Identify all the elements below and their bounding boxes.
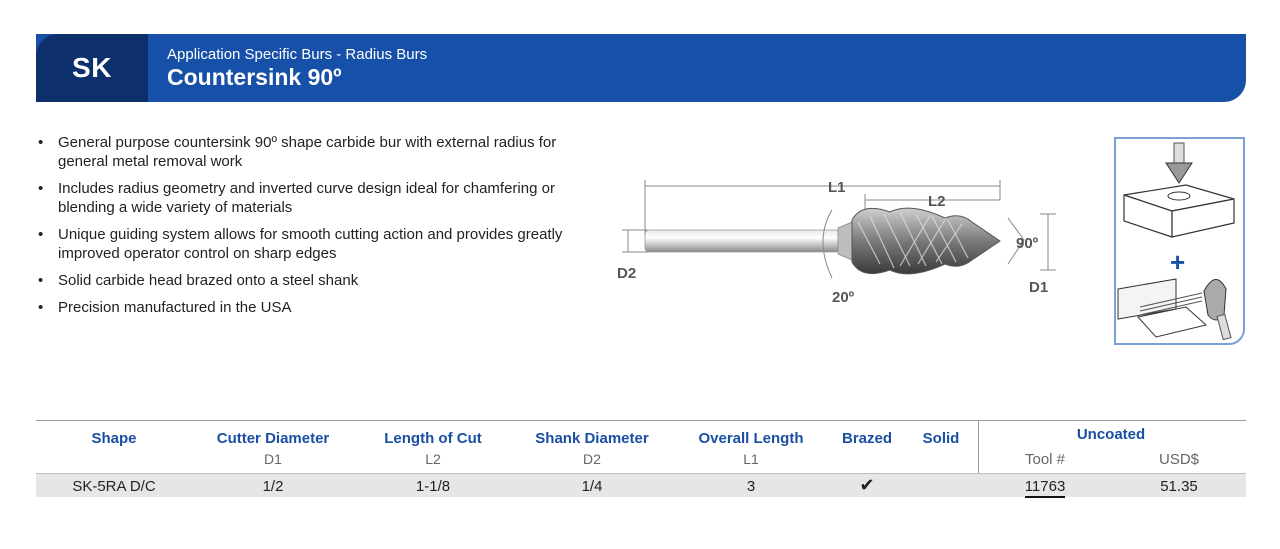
- product-title: Countersink 90º: [167, 64, 342, 90]
- cell-cutter-diameter: 1/2: [262, 478, 284, 495]
- col-header-cutter-diameter: Cutter Diameter: [216, 430, 330, 447]
- feature-item: • Unique guiding system allows for smooth cutting action and provides greatly improved operator control on sharp edges: [38, 225, 578, 263]
- product-code: SK: [72, 52, 112, 83]
- bur-dimension-diagram: [600, 160, 1070, 320]
- bur-head: [852, 208, 1000, 274]
- feature-item: • Includes radius geometry and inverted curve design ideal for chamfering or blending a wide variety of materials: [38, 179, 578, 217]
- feature-item: • General purpose countersink 90º shape carbide bur with external radius for general metal removal work: [38, 133, 578, 171]
- subheader-l1: L1: [743, 451, 759, 467]
- feature-item: • Precision manufactured in the USA: [38, 298, 578, 317]
- subheader-usd: USD$: [1158, 451, 1199, 468]
- svg-text:+: +: [1170, 247, 1186, 277]
- table-top-rule: [36, 420, 1246, 421]
- col-header-length-of-cut: Length of Cut: [384, 430, 482, 447]
- subheader-d2: D2: [583, 451, 601, 467]
- cell-shape: SK-5RA D/C: [72, 478, 156, 495]
- cell-length-of-cut: 1-1/8: [415, 478, 451, 495]
- col-header-uncoated: Uncoated: [1076, 426, 1146, 443]
- feature-item: • Solid carbide head brazed onto a steel shank: [38, 271, 578, 290]
- col-header-brazed: Brazed: [841, 430, 893, 447]
- l1-label: L1: [828, 179, 846, 196]
- subheader-tool-no: Tool #: [1024, 451, 1066, 468]
- bur-shank: [645, 230, 840, 252]
- col-header-overall-length: Overall Length: [698, 430, 804, 447]
- d2-label: D2: [617, 265, 637, 282]
- subheader-d1: D1: [264, 451, 282, 467]
- application-illustration: [1114, 137, 1245, 345]
- feature-list: [38, 133, 578, 325]
- angle-tip-label: 90º: [1016, 235, 1039, 252]
- countersink-application-icon: [1116, 139, 1243, 343]
- product-code-badge: [36, 34, 148, 102]
- tool-number-link[interactable]: [1005, 478, 1085, 495]
- category-label: Application Specific Burs - Radius Burs: [167, 46, 428, 63]
- cell-price: 51.35: [1160, 478, 1198, 495]
- l2-label: L2: [928, 193, 946, 210]
- cell-overall-length: 3: [746, 478, 756, 495]
- d1-label: D1: [1029, 279, 1049, 296]
- cell-shank-diameter: 1/4: [581, 478, 603, 495]
- col-header-shape: Shape: [91, 430, 137, 447]
- col-header-shank-diameter: Shank Diameter: [535, 430, 649, 447]
- col-header-solid: Solid: [922, 430, 960, 447]
- tool-number[interactable]: 11763: [1025, 478, 1066, 498]
- subheader-l2: L2: [425, 451, 441, 467]
- brazed-check-icon: ✔: [859, 475, 875, 495]
- angle-side-label: 20º: [832, 289, 855, 306]
